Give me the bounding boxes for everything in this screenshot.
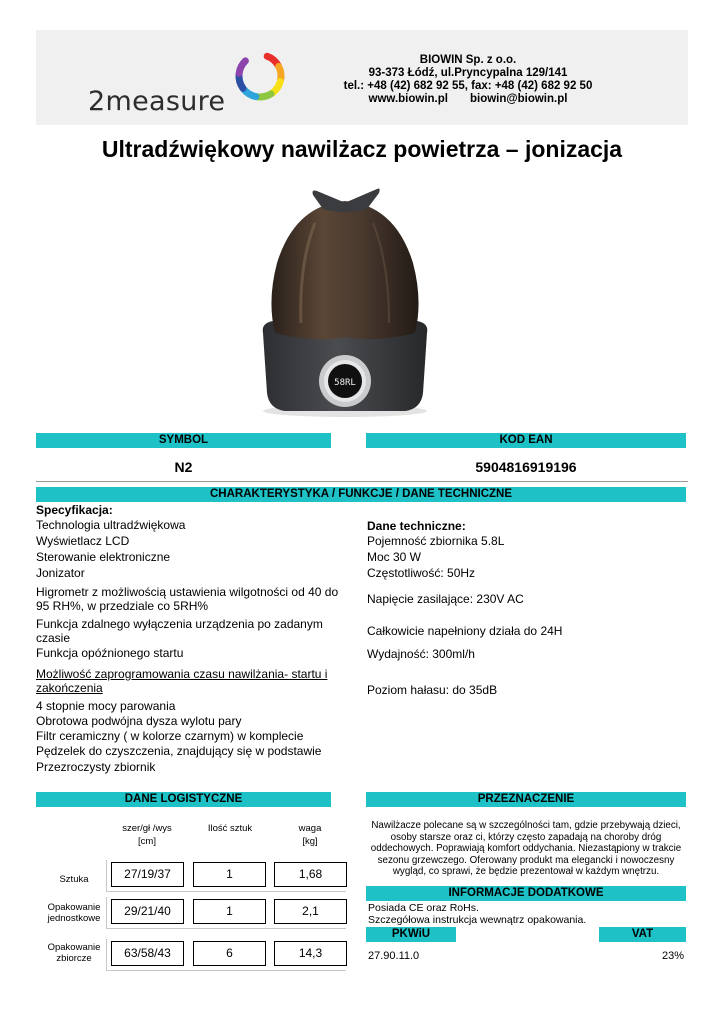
logo-ring-segment [279, 66, 281, 80]
technical-heading: Dane techniczne: [367, 519, 466, 533]
company-address: 93-373 Łódź, ul.Pryncypalna 129/141 [368, 67, 568, 79]
spec-item: Sterowanie elektroniczne [36, 550, 171, 564]
col-qty-label: Ilość sztuk [207, 823, 253, 834]
company-email[interactable]: biowin@biowin.pl [469, 93, 568, 105]
spec-item: 95 RH%, w przedziale co 5RH% [36, 599, 209, 613]
row-dims: 63/58/43 [111, 941, 184, 966]
logo-ring-segment [244, 89, 256, 96]
row-dims: 27/19/37 [111, 862, 184, 887]
product-image [255, 183, 435, 423]
purpose-header: PRZEZNACZENIE [366, 792, 686, 807]
row-weight: 1,68 [274, 862, 347, 887]
specification-heading: Specyfikacja: [36, 503, 113, 517]
tech-item: Całkowicie napełniony działa do 24H [367, 624, 563, 638]
brand-logo [88, 48, 298, 118]
logo-ring-segment [239, 61, 245, 74]
divider [36, 481, 688, 482]
row-dims: 29/21/40 [111, 899, 184, 924]
tech-item: Poziom hałasu: do 35dB [367, 683, 498, 697]
product-tank [271, 201, 418, 339]
spec-item: Wyświetlacz LCD [36, 534, 130, 548]
logistics-header: DANE LOGISTYCZNE [36, 792, 331, 807]
row-label: Sztuka [59, 874, 89, 885]
tech-item: Moc 30 W [367, 550, 422, 564]
row-weight: 14,3 [274, 941, 347, 966]
spec-item: Przezroczysty zbiornik [36, 760, 156, 774]
additional-line: Szczegółowa instrukcja wewnątrz opakowania. [368, 914, 587, 926]
row-weight: 2,1 [274, 899, 347, 924]
additional-header: INFORMACJE DODATKOWE [366, 886, 686, 901]
purpose-line: oddechowych. Poprawiają komfort oddychania. Niezastąpiony w trakcie [370, 843, 682, 854]
pkwiu-header: PKWiU [366, 927, 456, 942]
pkwiu-value: 27.90.11.0 [368, 950, 420, 962]
spec-item: Funkcja opóźnionego startu [36, 646, 184, 660]
row-qty: 1 [193, 862, 266, 887]
spec-item: Pędzelek do czyszczenia, znajdujący się w podstawie [36, 744, 322, 758]
characteristics-header: CHARAKTERYSTYKA / FUNKCJE / DANE TECHNICZNE [36, 487, 686, 502]
logo-ring-icon [232, 48, 288, 104]
row-label: Opakowanie [47, 902, 101, 913]
company-phone: tel.: +48 (42) 682 92 55, fax: +48 (42) 682 92 50 [343, 80, 593, 92]
lcd-digits: 58RL [334, 378, 356, 388]
row-qty: 6 [193, 941, 266, 966]
vat-header: VAT [599, 927, 686, 942]
col-weight-unit: [kg] [302, 836, 318, 847]
row-label: Opakowanie [47, 942, 101, 953]
tech-item: Pojemność zbiornika 5.8L [367, 534, 505, 548]
company-website[interactable]: www.biowin.pl [368, 93, 448, 105]
spec-item: Funkcja zdalnego wyłączenia urządzenia po zadanym [36, 617, 323, 631]
vat-value: 23% [661, 950, 684, 962]
symbol-value: N2 [174, 459, 193, 475]
spec-item: Jonizator [36, 566, 85, 580]
spec-item: zakończenia [36, 681, 103, 695]
additional-line: Posiada CE oraz RoHs. [368, 902, 479, 914]
spec-item: Higrometr z możliwością ustawienia wilgotności od 40 do [36, 585, 339, 599]
symbol-header: SYMBOL [36, 433, 331, 448]
row-label-2: zbiorcze [56, 953, 92, 964]
spec-item: Filtr ceramiczny ( w kolorze czarnym) w komplecie [36, 729, 304, 743]
col-dims-label: szer/gł /wys [122, 823, 172, 834]
logo-text: 2measure [88, 86, 226, 117]
row-label-2: jednostkowe [47, 913, 101, 924]
company-info [318, 54, 618, 106]
company-name: BIOWIN Sp. z o.o. [419, 54, 517, 66]
spec-item: Obrotowa podwójna dysza wylotu pary [36, 714, 242, 728]
spec-item: Możliwość zaprogramowania czasu nawilżania- startu i [36, 667, 328, 681]
purpose-line: wygląd, co sprawi, że będzie prezentował w każdym wnętrzu. [392, 866, 660, 877]
tech-item: Częstotliwość: 50Hz [367, 566, 476, 580]
spec-item: 4 stopnie mocy parowania [36, 699, 176, 713]
col-weight-label: waga [298, 823, 322, 834]
purpose-description [366, 820, 686, 878]
logo-ring-segment [272, 82, 280, 93]
tech-item: Napięcie zasilające: 230V AC [367, 592, 524, 606]
purpose-line: osoby starsze oraz ci, którzy często zapadają na choroby dróg [390, 831, 662, 843]
ean-value: 5904816919196 [475, 459, 577, 475]
purpose-line: sezonu grzewczego. Oferowany produkt ma elegancki i nowoczesny [377, 854, 675, 866]
purpose-line: Nawilżacze polecane są w szczególności tam, gdzie przebywają dzieci, [371, 820, 681, 831]
spec-item: czasie [36, 631, 71, 645]
tech-item: Wydajność: 300ml/h [367, 647, 475, 661]
spec-item: Technologia ultradźwiękowa [36, 518, 186, 532]
page-title: Ultradźwiękowy nawilżacz powietrza – jonizacja [101, 136, 623, 162]
col-dims-unit: [cm] [138, 836, 156, 847]
row-qty: 1 [193, 899, 266, 924]
ean-header: KOD EAN [366, 433, 686, 448]
logo-ring-segment [267, 56, 278, 65]
